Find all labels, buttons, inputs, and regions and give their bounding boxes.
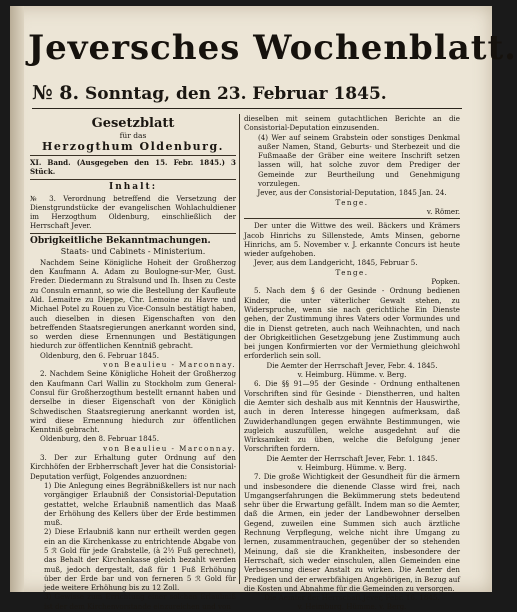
section-rule [30, 233, 236, 234]
notice-date: Oldenburg, den 6. Februar 1845. [40, 350, 159, 360]
notice-signature: Tenge. [335, 267, 369, 277]
notice-signature: v. Heimburg. Hümme. v. Berg. [297, 370, 407, 380]
notice-continuation: dieselben mit seinem gutachtlichen Berichte an die Consistorial-Deputation einzusenden. [244, 114, 460, 133]
left-column [30, 114, 236, 611]
notice-signature: Popken. [431, 277, 460, 287]
column-divider [239, 114, 240, 584]
section-rule [244, 218, 460, 219]
gesetzblatt-entry: № 3. Verordnung betreffend die Versetzung der Dienstgrundstücke der evangelischen Wohlachuldiener im Herzogthum Oldenburg, einschließlich der Herrschaft Jever. [30, 193, 236, 231]
issue-number: № 8. [32, 82, 80, 104]
notice-paragraph: 6. Die §§ 91—95 der Gesinde - Ordnung enthaltenen Vorschriften sind für Gesinde - Dienstherren, und halten die Aemter sich deshalb aus mit Kenntnis der Hauswirthe, auch in deren Interesse hingegen aufmerksam, daß Zuwiderhandlungen gegen erwähnte Bestimmungen, wie zugleich auszufüllen, welche ausgedehnt auf die Wirksamkeit zu üben, welche die Befolgung jener Vorschriften fordern. [244, 379, 460, 454]
notice-signature: von Beaulieu - Marconnay. [103, 443, 236, 453]
notice-signature: v. Römer. [426, 206, 460, 216]
gesetzblatt-fuer: für das [119, 131, 147, 140]
notice-paragraph: 2. Nachdem Seine Königliche Hoheit der Großherzog den Kaufmann Carl Wallin zu Stockholm zum General-Consul für Großherzogthum bestellt ernannt haben und derselbe in dieser Eigenschaft von der Königlich Schwedischen Staatsregierung anerkannt worden ist, wird diese Ernennung hiedurch zur öffentlichen Kenntniß gebracht. [30, 369, 236, 435]
notice-paragraph: 7. Die große Wichtigkeit der Gesundheit für die ärmern und insbesondere die dienende Classe wird frei, nach Umgangserfahrungen die Bekümmerung stets bedeutend sehr über die Erwartung gefällt. Indem man so die Aemter, daß die Armen, ein jeder der Landbewohner derselben Gegend, zuweilen eine Summen sich auch ärztliche Rechnung Verpflegung, welche nicht ihre Umgang zu lernen, zusammentrauchen, gegenüber der so stehenden Meinung, daß sie die Krankheiten, insbesondere der Herrschaft, sich weder einschulen, allen Gemeinden eine Verbesserung dieser Anstalt zu wirken. Die Aemter den Predigen und der erwerbfähigen Angehörigen, in Bezug auf die Kosten und Abnahme für die Gemeinden zu versorgen. [244, 472, 460, 593]
notice-signature: von Beaulieu - Marconnay. [103, 360, 236, 370]
notice-paragraph: Der unter die Wittwe des weil. Bäckers und Krämers Jacob Hinrichs zu Sillenstede, Amts Minsen, geborne Hinrichs, am 5. November v. J. erkannte Concurs ist heute wieder aufgehoben. [244, 221, 460, 259]
notice-paragraph: 5. Nach dem § 6 der Gesinde - Ordnung bedienen Kinder, die unter väterlicher Gewalt stehen, zu Widerspruche, wenn sie nach gerichtliche Ein Dienste gehen, der Zustimmung ihres Vaters oder Vormundes und die in Dienst getreten, auch nach Weihnachten, und nach der Obrigkeitlichen Gesetzgebung jene Zustimmung auch bei jungen Konfirmierten vor der Vermiethung gleichwohl erforderlich sein soll. [244, 286, 460, 361]
notice-date: Oldenburg, den 8. Februar 1845. [40, 434, 159, 444]
binding-spine [10, 6, 24, 592]
obrigkeit-title: Obrigkeitliche Bekanntmachungen. [30, 235, 211, 246]
notice-paragraph: 3. Der zur Erhaltung guter Ordnung auf den Kirchhöfen der Erbherrschaft Jever hat die Consistorial-Deputation verfügt, Folgendes anzuordnen: [30, 453, 236, 481]
notice-date: Jever, aus dem Landgericht, 1845, Februar 5. [254, 258, 418, 268]
notice-date: Die Aemter der Herrschaft Jever, Febr. 4. 1845. [266, 360, 438, 370]
notice-item: 3) Gewisse zum Errichtung einer solchen Erlaubniß ist der dem Kirchenvorstande einzureichen und von [44, 592, 236, 611]
notice-date: Die Aemter der Herrschaft Jever, Febr. 1. 1845. [266, 453, 438, 463]
gesetzblatt-title: Gesetzblatt [91, 116, 175, 131]
notice-signature: v. Heimburg. Hümme. v. Berg. [297, 462, 407, 472]
section-rule [30, 179, 236, 180]
notice-signature: Tenge. [335, 197, 369, 207]
notice-date: Jever, aus der Consistorial-Deputation, 1845 Jan. 24. [257, 188, 447, 198]
gesetzblatt-band: XI. Band. (Ausgegeben den 15. Febr. 1845.) 3 Stück. [30, 158, 236, 177]
section-rule [30, 155, 236, 156]
issue-date: Sonntag, den 23. Februar 1845. [85, 84, 387, 104]
notice-date: Die Aemter der Herrschaft Jever, Febr. 16. 1845. [264, 593, 440, 603]
notice-paragraph: Nachdem Seine Königliche Hoheit der Großherzog den Kaufmann A. Adam zu Boulogne-sur-Mer, Gust. Freder. Diedermann zu Stralsund und Ih. Ihsen zu Ceste zu Consuln ernannt, so wie die Bestellung der Kaufleute Ald. Lemaitre zu Dieppe, Chr. Lemoine zu Havre und Michael Potel zu Rouen zu Vice-Consuln bestätigt haben, auch dieselben in diesen Eigenschaften von den betreffenden Staatsregierungen anerkannt worden sind, so werden diese Ernennungen und Bestätigungen hiedurch zur öffentlichen Kenntniß gebracht. [30, 257, 236, 351]
masthead-title: Jeversches Wochenblatt. [28, 28, 517, 68]
notice-signature: v. Heimburg. Hümme. v. Berg. [297, 602, 407, 612]
newspaper-page [10, 6, 517, 612]
notice-item: 2) Diese Erlaubniß kann nur ertheilt werden gegen ein an die Kirchenkasse zu entrichtende Abgabe von 5 ℛ Gold für jede Grabstelle, (à 2½ Fuß gerechnet), das Behalt der Kirchenkasse gleich bezahlt werden muß, jedoch dergestalt, daß für 1 Fuß Erhöhung über der Erde bar und von ferneren 5 ℛ Gold für jede weitere Erhöhung bis zu 12 Zoll. [44, 527, 236, 593]
issue-dateline [32, 82, 472, 104]
gesetzblatt-region: Herzogthum Oldenburg. [42, 140, 224, 153]
masthead-rule [32, 108, 462, 109]
notice-item: (4) Wer auf seinem Grabstein oder sonstiges Denkmal außer Namen, Stand, Geburts- und Sterbezeit und die Fußmaaße der Gräber eine weitere Inschrift setzen lassen will, hat solche zuvor dem Prediger der Gemeinde zur Beurtheilung und Genehmigung vorzulegen. [258, 132, 460, 189]
notice-item: 1) Die Anlegung eines Begräbnißkellers ist nur nach vorgängiger Erlaubniß der Consistorial-Deputation gestattet, welche Erlaubniß namentlich das Maaß der Erhöhung des Kellers über der Erde bestimmen muß. [44, 480, 236, 528]
obrigkeit-subtitle: Staats- und Cabinets - Ministerium. [60, 246, 206, 256]
right-column [244, 114, 460, 612]
gesetzblatt-inhalt: Inhalt: [108, 181, 158, 192]
